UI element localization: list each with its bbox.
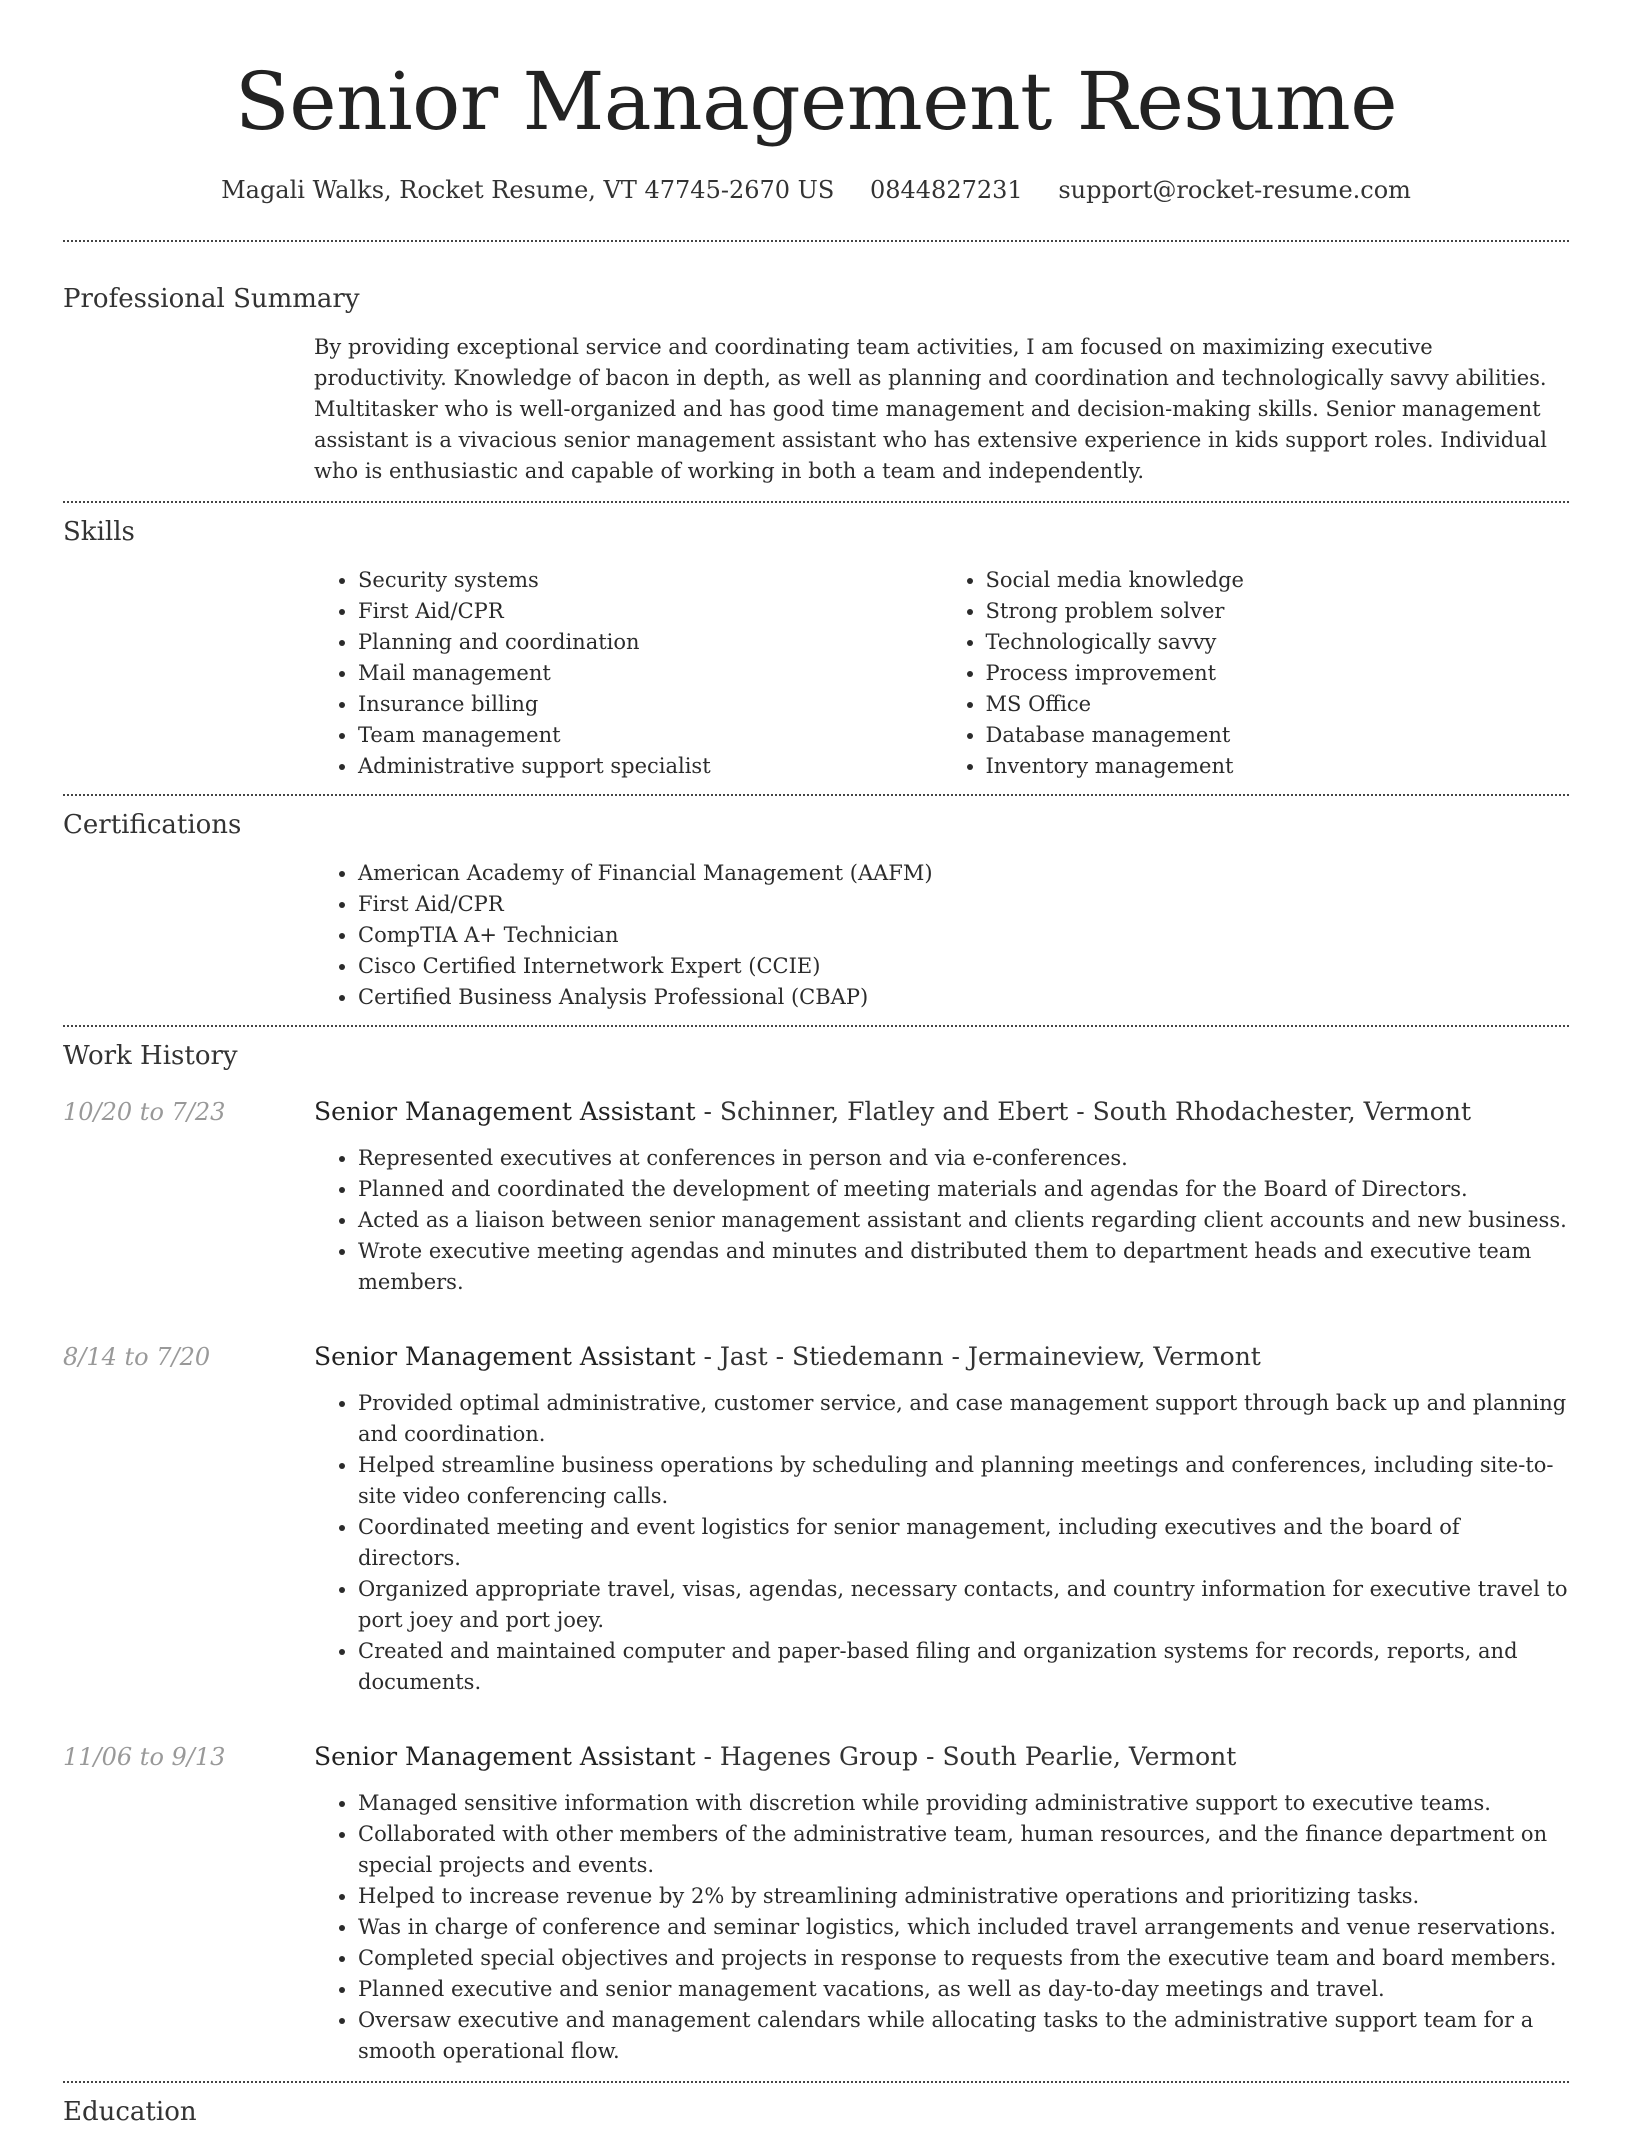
job-heading	[314, 1340, 1569, 1374]
divider	[63, 794, 1569, 796]
skill-item: • Mail management	[358, 658, 942, 689]
certification-item: • American Academy of Financial Management (AAFM)	[358, 858, 1569, 889]
job-bullet: • Represented executives at conferences in person and via e-conferences.	[358, 1143, 1569, 1174]
skill-item: • MS Office	[986, 689, 1570, 720]
job-entry	[63, 1740, 1569, 2067]
certifications-bullets	[314, 858, 1569, 1013]
certification-item: • CompTIA A+ Technician	[358, 920, 1569, 951]
contact-email: support@rocket-resume.com	[1058, 176, 1411, 204]
job-bullet: • Provided optimal administrative, customer service, and case management support through back up and planning and coordination.	[358, 1388, 1569, 1450]
job-bullet: • Helped streamline business operations by scheduling and planning meetings and conferences, including site-to-site video conferencing calls.	[358, 1450, 1569, 1512]
job-details	[314, 1340, 1569, 1698]
job-bullet: • Wrote executive meeting agendas and minutes and distributed them to department heads and executive team members.	[358, 1236, 1569, 1298]
certification-item: • First Aid/CPR	[358, 889, 1569, 920]
job-bullets	[314, 1143, 1569, 1298]
job-bullets	[314, 1788, 1569, 2067]
skill-item: • Team management	[358, 720, 942, 751]
job-bullet: • Planned and coordinated the development of meeting materials and agendas for the Board of Directors.	[358, 1174, 1569, 1205]
skill-item: • First Aid/CPR	[358, 596, 942, 627]
job-role: Senior Management Assistant	[314, 1097, 696, 1126]
job-details	[314, 1740, 1569, 2067]
job-bullet: • Created and maintained computer and paper-based filing and organization systems for records, reports, and documents.	[358, 1636, 1569, 1698]
job-role: Senior Management Assistant	[314, 1342, 696, 1371]
section-title-skills: Skills	[63, 517, 135, 547]
job-dates: 10/20 to 7/23	[63, 1098, 226, 1126]
divider	[63, 1025, 1569, 1027]
job-bullet: • Planned executive and senior management vacations, as well as day-to-day meetings and travel.	[358, 1974, 1569, 2005]
section-title-summary: Professional Summary	[63, 284, 360, 314]
contact-phone: 0844827231	[869, 176, 1023, 204]
job-details	[314, 1095, 1569, 1298]
skill-item: • Administrative support specialist	[358, 751, 942, 782]
job-dates: 11/06 to 9/13	[63, 1743, 226, 1771]
skills-list	[314, 565, 1569, 794]
job-bullet: • Collaborated with other members of the administrative team, human resources, and the finance department on special projects and events.	[358, 1819, 1569, 1881]
skills-column-left	[314, 565, 942, 782]
job-role: Senior Management Assistant	[314, 1742, 696, 1771]
resume-title: Senior Management Resume	[234, 55, 1398, 148]
skill-item: • Technologically savvy	[986, 627, 1570, 658]
job-dates: 8/14 to 7/20	[63, 1343, 211, 1371]
job-bullet: • Acted as a liaison between senior management assistant and clients regarding client accounts and new business.	[358, 1205, 1569, 1236]
certification-item: • Certified Business Analysis Professional (CBAP)	[358, 982, 1569, 1013]
job-heading	[314, 1740, 1569, 1774]
section-title-education: Education	[63, 2097, 197, 2127]
divider	[63, 2081, 1569, 2083]
skill-item: • Insurance billing	[358, 689, 942, 720]
job-heading	[314, 1095, 1569, 1129]
skill-item: • Planning and coordination	[358, 627, 942, 658]
skill-item: • Inventory management	[986, 751, 1570, 782]
job-bullet: • Completed special objectives and projects in response to requests from the executive team and board members.	[358, 1943, 1569, 1974]
job-bullet: • Coordinated meeting and event logistics for senior management, including executives and the board of directors.	[358, 1512, 1569, 1574]
job-bullet: • Helped to increase revenue by 2% by streamlining administrative operations and prioritizing tasks.	[358, 1881, 1569, 1912]
job-employer: - Hagenes Group - South Pearlie, Vermont	[695, 1742, 1237, 1771]
job-bullet: • Was in charge of conference and seminar logistics, which included travel arrangements and venue reservations.	[358, 1912, 1569, 1943]
section-title-certifications: Certifications	[63, 810, 242, 840]
job-bullet: • Oversaw executive and management calendars while allocating tasks to the administrative support team for a smooth operational flow.	[358, 2005, 1569, 2067]
job-bullets	[314, 1388, 1569, 1698]
skill-item: • Process improvement	[986, 658, 1570, 689]
job-bullet: • Organized appropriate travel, visas, agendas, necessary contacts, and country information for executive travel to port joey and port joey.	[358, 1574, 1569, 1636]
job-employer: - Schinner, Flatley and Ebert - South Rhodachester, Vermont	[695, 1097, 1472, 1126]
divider	[63, 501, 1569, 503]
job-bullet: • Managed sensitive information with discretion while providing administrative support to executive teams.	[358, 1788, 1569, 1819]
job-entry	[63, 1340, 1569, 1698]
contact-address: Magali Walks, Rocket Resume, VT 47745-2670 US	[221, 176, 835, 204]
summary-text: By providing exceptional service and coordinating team activities, I am focused on maximizing executive productivity. Knowledge of bacon in depth, as well as planning and coordination and technologically savvy abilities. Multitasker who is well-organized and has good time management and decision-making skills. Senior management assistant is a vivacious senior management assistant who has extensive experience in kids support roles. Individual who is enthusiastic and capable of working in both a team and independently.	[314, 335, 1547, 483]
skill-item: • Security systems	[358, 565, 942, 596]
skill-item: • Database management	[986, 720, 1570, 751]
divider	[63, 240, 1569, 242]
skill-item: • Social media knowledge	[986, 565, 1570, 596]
certifications-list	[314, 858, 1569, 1025]
contact-line	[63, 174, 1569, 206]
job-employer: - Jast - Stiedemann - Jermaineview, Vermont	[695, 1342, 1261, 1371]
skills-column-right	[942, 565, 1570, 782]
job-entry	[63, 1095, 1569, 1298]
skill-item: • Strong problem solver	[986, 596, 1570, 627]
section-title-work-history: Work History	[63, 1041, 238, 1071]
certification-item: • Cisco Certified Internetwork Expert (CCIE)	[358, 951, 1569, 982]
